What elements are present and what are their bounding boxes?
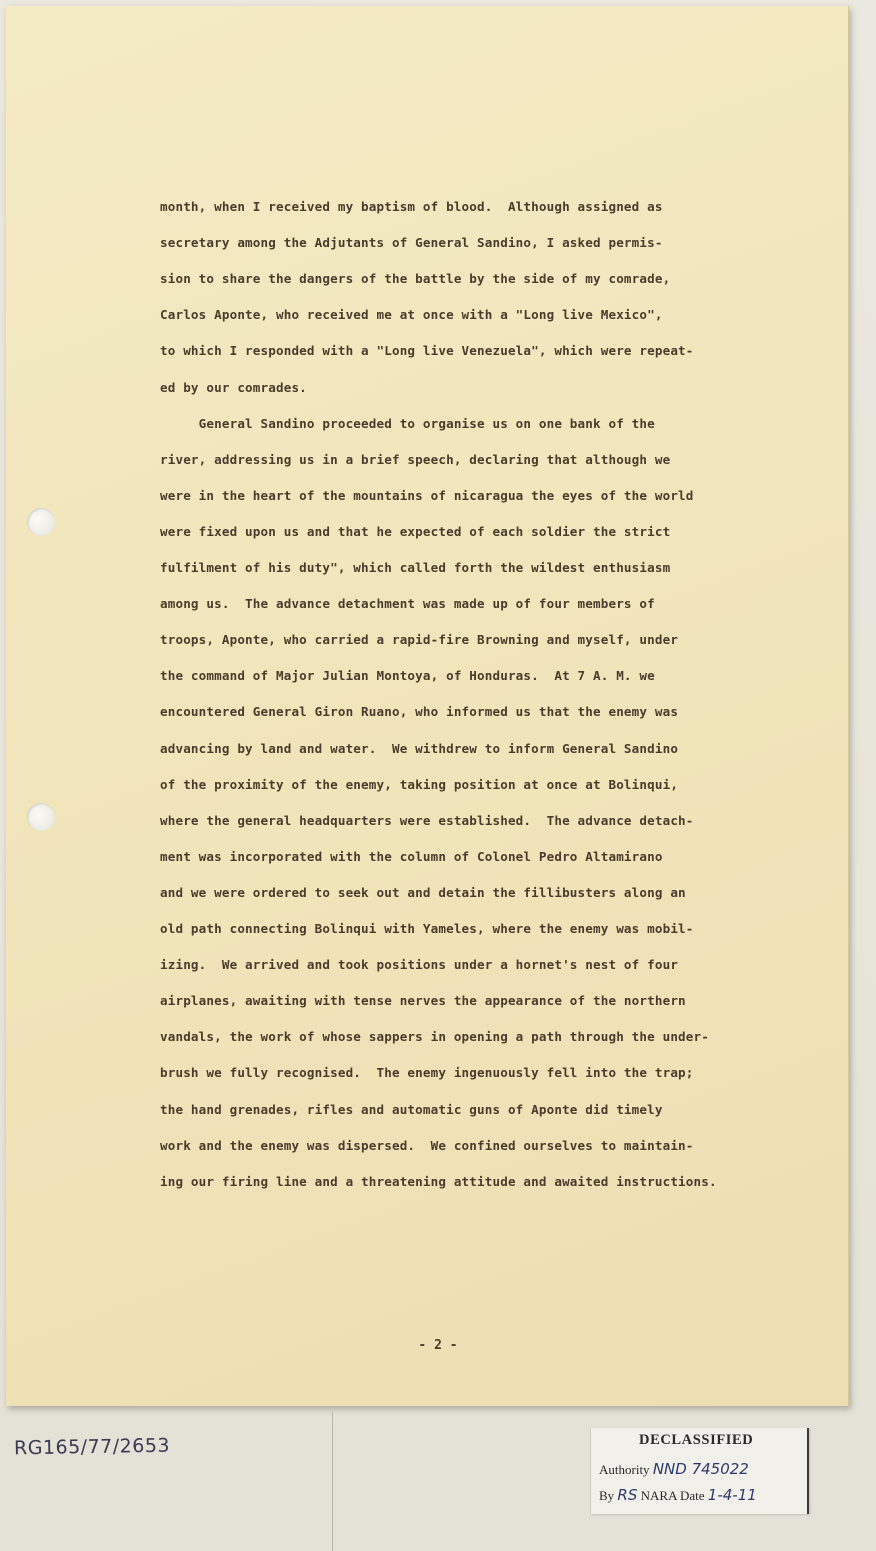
text-line: encountered General Giron Ruano, who informed us that the enemy was [160, 704, 679, 720]
text-line: to which I responded with a "Long live Venezuela", which were repeat- [160, 343, 694, 359]
punch-hole-upper [27, 508, 55, 536]
text-line: ment was incorporated with the column of Colonel Pedro Altamirano [160, 848, 663, 864]
text-line: old path connecting Bolinqui with Yameles, where the enemy was mobil- [160, 921, 694, 936]
stamp-by-label: By [599, 1488, 615, 1503]
text-line: river, addressing us in a brief speech, declaring that although we [160, 451, 671, 467]
text-line: izing. We arrived and took positions under a hornet's nest of four [160, 957, 679, 973]
text-line: fulfilment of his duty", which called forth the wildest enthusiasm [160, 560, 671, 575]
stamp-authority-value: NND 745022 [652, 1460, 749, 1478]
text-line: General Sandino proceeded to organise us on one bank of the [160, 415, 655, 431]
text-line: work and the enemy was dispersed. We confined ourselves to maintain- [160, 1137, 694, 1153]
text-line: secretary among the Adjutants of General Sandino, I asked permis- [160, 235, 663, 251]
text-line: where the general headquarters were established. The advance detach- [160, 812, 694, 828]
punch-hole-lower [27, 803, 55, 831]
text-line: ing our firing line and a threatening attitude and awaited instructions. [160, 1173, 717, 1189]
text-line: of the proximity of the enemy, taking position at once at Bolinqui, [160, 776, 679, 792]
text-line: troops, Aponte, who carried a rapid-fire Browning and myself, under [160, 632, 679, 648]
scan-divider [332, 1412, 333, 1551]
text-line: vandals, the work of whose sappers in opening a path through the under- [160, 1029, 709, 1045]
text-line: ed by our comrades. [160, 379, 307, 395]
text-line: among us. The advance detachment was made up of four members of [160, 596, 655, 612]
text-line: Carlos Aponte, who received me at once with a "Long live Mexico", [160, 307, 663, 323]
text-line: and we were ordered to seek out and detain the fillibusters along an [160, 884, 686, 900]
stamp-nara-value: 1-4-11 [707, 1486, 757, 1504]
text-line: sion to share the dangers of the battle by the side of my comrade, [160, 271, 671, 287]
stamp-nara-label: NARA Date [640, 1488, 705, 1503]
declassified-stamp [590, 1428, 809, 1514]
text-line: brush we fully recognised. The enemy ingenuously fell into the trap; [160, 1065, 694, 1081]
text-line: the hand grenades, rifles and automatic guns of Aponte did timely [160, 1101, 663, 1117]
stamp-by-row [599, 1486, 757, 1504]
text-line: advancing by land and water. We withdrew to inform General Sandino [160, 740, 679, 756]
text-line: the command of Major Julian Montoya, of Honduras. At 7 A. M. we [160, 668, 655, 684]
archive-reference: RG165/77/2653 [13, 1434, 171, 1460]
page-number: - 2 - [418, 1338, 458, 1353]
text-line: were fixed upon us and that he expected of each soldier the strict [160, 523, 671, 539]
text-line: airplanes, awaiting with tense nerves the appearance of the northern [160, 993, 686, 1009]
text-line: month, when I received my baptism of blood. Although assigned as [160, 199, 663, 214]
stamp-title: DECLASSIFIED [639, 1432, 754, 1448]
stamp-by-value: RS [617, 1486, 638, 1504]
text-line: were in the heart of the mountains of nicaragua the eyes of the world [160, 487, 694, 503]
stamp-authority-row [599, 1460, 749, 1478]
stamp-authority-label: Authority [599, 1462, 650, 1477]
